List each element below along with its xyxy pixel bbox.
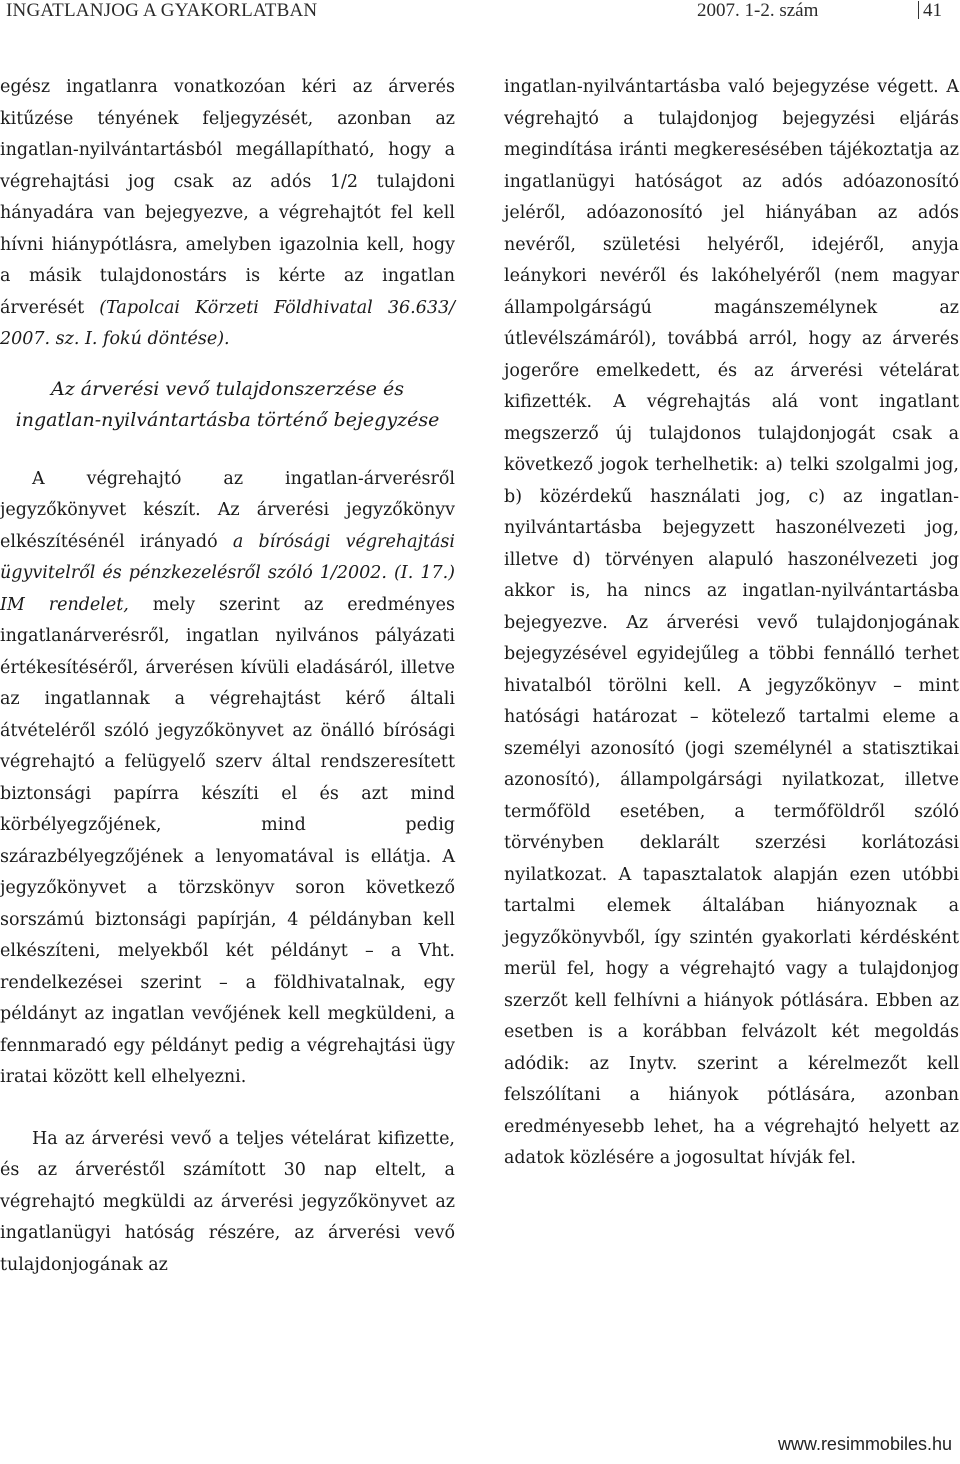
journal-title: INGATLANJOG A GYAKORLATBAN — [6, 0, 318, 21]
right-column — [504, 72, 959, 1175]
citation: (Tapolcai Körzeti Földhivatal 36.633/ 2007. sz. I. fokú döntése). — [0, 297, 455, 349]
citation: a bírósági végrehajtási ügyvitelről és pénzkezelésről szóló 1/2002. (I. 17.) IM rendelet, — [0, 531, 455, 615]
issue-label: 2007. 1-2. szám — [697, 0, 819, 21]
footer-url: www.resimmobiles.hu — [777, 1434, 952, 1454]
paragraph: Ha az árverési vevő a teljes vételárat kifizette, és az árveréstől számított 30 nap eltelt, a végrehajtó megküldi az árverési jegyzőkönyvet az ingatlanügyi hatóság részére, az árverési vevő tulajdonjogának az — [0, 1128, 455, 1275]
header-divider — [918, 1, 919, 19]
paragraph-text: A végrehajtó az ingatlan-árverésről jegyzőkönyvet készít. Az árverési jegyzőkönyv elkészítésénél irányadó — [0, 468, 455, 552]
paragraph-gap — [0, 1094, 455, 1124]
section-heading: Az árverési vevő tulajdonszerzése és ingatlan-nyilvántartásba történő bejegyzése — [15, 377, 440, 431]
paragraph — [0, 72, 455, 356]
left-column — [0, 72, 455, 1281]
paragraph — [0, 464, 455, 1094]
paragraph-text: mely szerint az eredményes ingatlanárverésről, ingatlan nyilvános pályázati értékesítéséről, árverésen kívüli eladásáról, illetve az ingatlannak a végrehajtást kérő általi átvételéről szóló jegyzőkönyvet az önálló bírósági végrehajtó a felügyelő szerv által rendszeresített biztonsági papírra készíti el és azt mind körbélyegzőjének, mind pedig szárazbélyegzőjének a lenyomatával is ellátja. A jegyzőkönyvet a törzskönyv soron következő sorszámú biztonsági papírján, 4 példányban kell elkészíteni, melyekből két példányt – a Vht. rendelkezései szerint – a földhivatalnak, egy példányt az ingatlan vevőjének kell megküldeni, a fennmaradó egy példányt pedig a végrehajtási ügy iratai között kell elhelyezni. — [0, 594, 456, 1087]
paragraph: ingatlan-nyilvántartásba való bejegyzése végett. A végrehajtó a tulajdonjog bejegyzési eljárás megindítása iránti megkeresésében tájékoztatja az ingatlanügyi hatóságot az adós adóazonosító jeléről, adóazonosító jel hiányában az adós nevéről, születési helyéről, idejéről, anyja leánykori nevéről és lakóhelyéről (nem magyar állampolgárságú magánszemélynek az útlevélszámáról), továbbá arról, hogy az árverés jogerőre emelkedett, és az árverési vételárat kifizették. A végrehajtás alá vont ingatlant megszerző új tulajdonos tulajdonjogát csak a következő jogok terhelhetik: a) telki szolgalmi jog, b) közérdekű használati jog, c) az ingatlan-nyilvántartásba bejegyzett haszonélvezeti jog, illetve d) törvényen alapuló haszonélvezeti jog akkor is, ha nincs az ingatlan-nyilvántartásba bejegyezve. Az árverési vevő tulajdonjogának bejegyzésével egyidejűleg a többi fennálló terhet hivatalból törölni kell. A jegyzőkönyv – mint hatósági határozat – kötelező tartalmi eleme a személyi azonosító (jogi személynél a statisztikai azonosító), állampolgársági nyilatkozat, illetve termőföld esetében, a termőföldről szóló törvényben deklarált szerzési korlátozási nyilatkozat. A tapasztalatok alapján ezen utóbbi tartalmi elemek általában hiányoznak a jegyzőkönyvből, így szintén gyakorlati kérdésként merül fel, hogy a végrehajtó vagy a tulajdonjog szerzőt kell felhívni a hiányok pótlására. Ebben az esetben is a korábban felvázolt két megoldás adódik: az Inytv. szerint a kérelmezőt kell felszólítani a hiányok pótlására, azonban eredményesebb lehet, ha a végrehajtó helyett az adatok közlésére a jogosultat hívják fel. — [504, 77, 959, 1168]
paragraph-text: egész ingatlanra vonatkozóan kéri az árverés kitűzése tényének feljegyzését, azonban az ingatlan-nyilvántartásból megállapítható, hogy a végrehajtási jog csak az adós 1/2 tulajdoni hányadára van bejegyezve, a végrehajtót fel kell hívni hiánypótlásra, amelyben igazolnia kell, hogy a másik tulajdonostárs is kérte az ingatlan árverését — [0, 77, 455, 318]
page-number: 41 — [923, 0, 942, 21]
running-header — [0, 0, 960, 28]
